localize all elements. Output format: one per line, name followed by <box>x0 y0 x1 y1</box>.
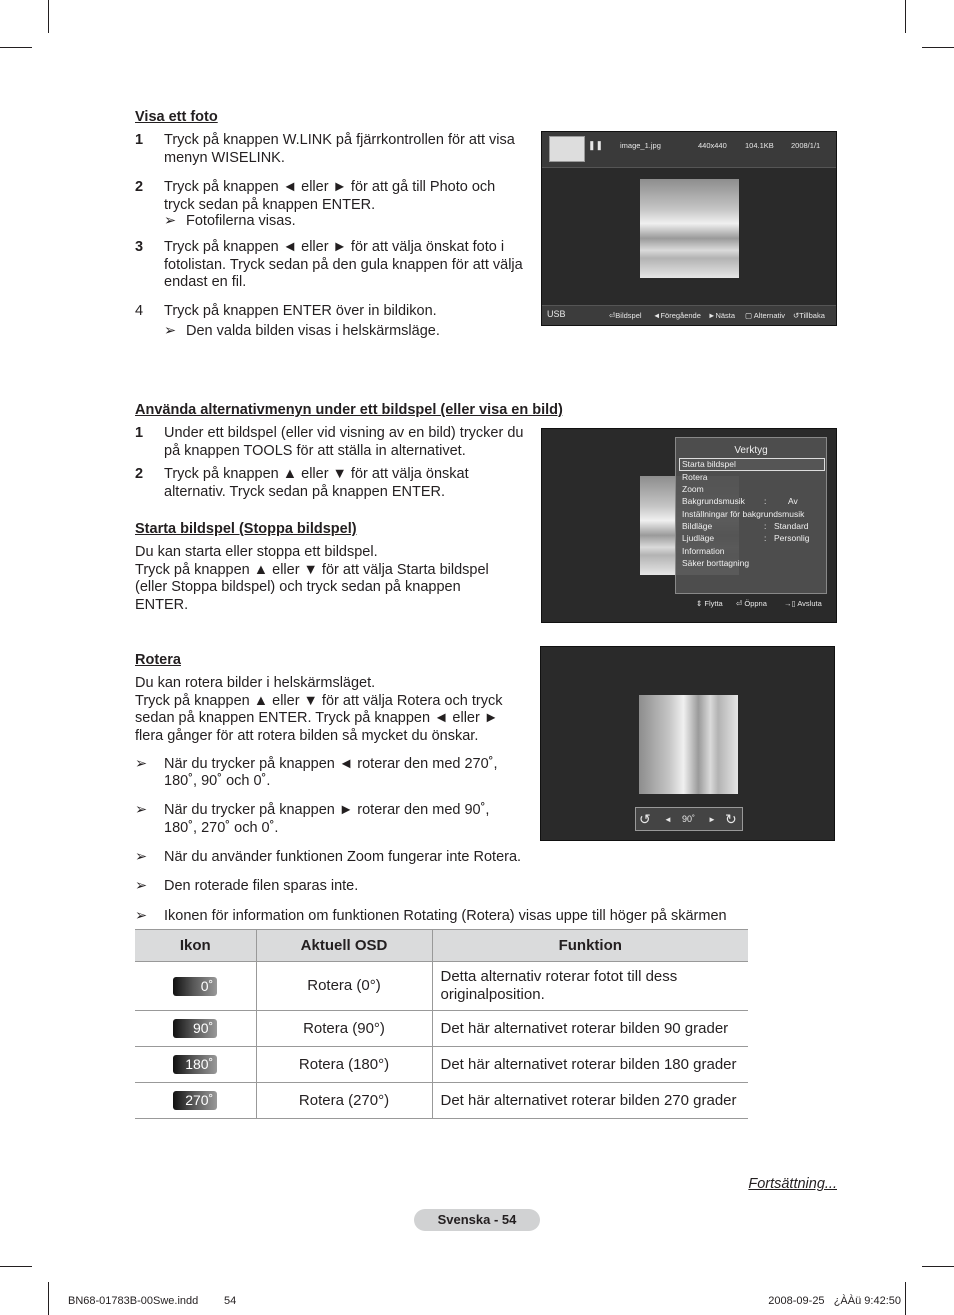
note: ➢ Ikonen för information om funktionen Rotating (Rotera) visas uppe till höger på skärmen <box>135 908 727 924</box>
menu-item-information[interactable]: Information <box>682 546 725 556</box>
menu-item-music-settings[interactable]: Inställningar för bakgrundsmusik <box>682 509 805 519</box>
osd-cell: Rotera (0°) <box>256 962 432 1011</box>
rotate-left-icon[interactable]: ↺ <box>639 811 651 827</box>
photo-image <box>640 179 739 278</box>
rotated-photo <box>639 695 738 794</box>
footer-page: 54 <box>224 1295 237 1307</box>
file-date: 2008/1/1 <box>791 141 821 150</box>
menu-sep: : <box>764 521 767 531</box>
section-text: Du kan starta eller stoppa ett bildspel. Tryck på knappen ▲ eller ▼ för att välja Starta bildspel (eller Stoppa bildspel) och tryck sedan på knappen ENTER. <box>135 544 489 613</box>
rotate-right-icon[interactable]: ↻ <box>725 811 737 827</box>
back-button[interactable]: ↺Tillbaka <box>793 311 825 320</box>
menu-item-rotate[interactable]: Rotera <box>682 472 708 482</box>
rotation-badge: 90˚ <box>173 1019 217 1038</box>
menu-title: Verktyg <box>734 445 768 456</box>
filesize: 104.1KB <box>745 141 774 150</box>
menu-item-picture-mode[interactable]: Bildläge <box>682 521 713 531</box>
rotation-badge: 270˚ <box>173 1091 217 1110</box>
note-continued: 180˚, 90˚ och 0˚. <box>164 773 271 789</box>
step-text: Tryck på knappen ▲ eller ▼ för att välja önskat alternativ. Tryck sedan på knappen ENTER. <box>164 466 469 500</box>
control-bar <box>542 305 836 325</box>
step-number: 1 <box>135 425 144 441</box>
section-text: Du kan rotera bilder i helskärmsläget. Tryck på knappen ▲ eller ▼ för att välja Rotera och tryck sedan på knappen ENTER. Tryck på knappen ◄ eller ► flera gånger för att rotera bilden så mycket du önskar. <box>135 675 503 744</box>
continuation-note: Fortsättning... <box>748 1176 837 1192</box>
note: ➢ När du trycker på knappen ► roterar den med 90˚, <box>135 802 490 818</box>
photo-folder-icon <box>549 136 585 162</box>
table-row <box>135 1011 748 1047</box>
function-cell: Det här alternativet roterar bilden 180 grader <box>432 1047 748 1083</box>
info-bar <box>542 132 836 168</box>
arrow-icon: ➢ <box>164 323 177 339</box>
photo-viewer-screen <box>541 131 837 326</box>
rotation-badge: 0˚ <box>173 977 217 996</box>
osd-cell: Rotera (180°) <box>256 1047 432 1083</box>
menu-sep: : <box>764 533 767 543</box>
table-header: Funktion <box>432 930 748 962</box>
step-number: 2 <box>135 466 144 482</box>
step-number: 1 <box>135 132 144 148</box>
chevron-right-icon[interactable]: ► <box>708 815 716 824</box>
page-number-badge: Svenska - 54 <box>414 1209 540 1231</box>
exit-hint: →▯ Avsluta <box>784 599 822 608</box>
osd-cell: Rotera (270°) <box>256 1083 432 1119</box>
note: ➢ När du trycker på knappen ◄ roterar den med 270˚, <box>135 756 498 772</box>
table-header: Aktuell OSD <box>256 930 432 962</box>
rotation-table <box>135 929 748 1119</box>
function-cell: Detta alternativ roterar fotot till dess originalposition. <box>432 962 748 1011</box>
menu-item-safe-remove[interactable]: Säker borttagning <box>682 558 750 568</box>
step-number: 3 <box>135 239 144 255</box>
rotate-screen <box>540 646 835 841</box>
filename: image_1.jpg <box>620 141 661 150</box>
footer-file: BN68-01783B-00Swe.indd <box>68 1295 199 1307</box>
arrow-icon: ➢ <box>135 878 148 894</box>
note: ➢ Den roterade filen sparas inte. <box>135 878 359 894</box>
arrow-icon: ➢ <box>135 849 148 865</box>
resolution: 440x440 <box>698 141 727 150</box>
step-number: 4 <box>135 303 144 319</box>
options-button[interactable]: ▢ Alternativ <box>745 311 786 320</box>
menu-item-slideshow[interactable]: Starta bildspel <box>682 459 736 469</box>
menu-value: Personlig <box>774 533 810 543</box>
menu-sep: : <box>764 496 767 506</box>
chevron-left-icon[interactable]: ◄ <box>664 815 672 824</box>
footer-timestamp: 2008-09-25 ¿ÀÀü 9:42:50 <box>768 1295 901 1307</box>
arrow-icon: ➢ <box>135 802 148 818</box>
section-heading: Använda alternativmenyn under ett bildspel (eller visa en bild) <box>135 402 563 418</box>
rotate-control <box>635 807 743 831</box>
step-text: Tryck på knappen W.LINK på fjärrkontrollen för att visa menyn WISELINK. <box>164 132 515 166</box>
next-button[interactable]: ►Nästa <box>708 311 736 320</box>
rotate-angle: 90˚ <box>682 814 696 824</box>
function-cell: Det här alternativet roterar bilden 270 grader <box>432 1083 748 1119</box>
note: ➢ Fotofilerna visas. <box>164 213 296 229</box>
menu-value: Av <box>788 496 798 506</box>
osd-cell: Rotera (90°) <box>256 1011 432 1047</box>
pause-icon: ❚❚ <box>588 140 604 150</box>
note-continued: 180˚, 270˚ och 0˚. <box>164 820 279 836</box>
tools-menu <box>675 437 827 608</box>
move-hint: ⇕ Flytta <box>696 599 723 608</box>
open-hint: ⏎ Öppna <box>736 599 767 608</box>
step-text: Tryck på knappen ◄ eller ► för att gå till Photo och tryck sedan på knappen ENTER. <box>164 179 496 213</box>
menu-item-sound-mode[interactable]: Ljudläge <box>682 533 715 543</box>
section-heading: Starta bildspel (Stoppa bildspel) <box>135 521 357 537</box>
table-header: Ikon <box>135 930 256 962</box>
arrow-icon: ➢ <box>135 756 148 772</box>
step-text: Tryck på knappen ◄ eller ► för att välja önskat foto i fotolistan. Tryck sedan på den gula knappen för att välja endast en fil. <box>164 239 523 290</box>
previous-button[interactable]: ◄Föregående <box>653 311 701 320</box>
note: ➢ När du använder funktionen Zoom fungerar inte Rotera. <box>135 849 522 865</box>
tools-menu-screen <box>541 428 837 623</box>
step-text: Under ett bildspel (eller vid visning av en bild) trycker du på knappen TOOLS för att ställa in alternativet. <box>164 425 524 459</box>
step-number: 2 <box>135 179 144 195</box>
arrow-icon: ➢ <box>164 213 177 229</box>
table-row <box>135 962 748 1011</box>
section-heading: Visa ett foto <box>135 109 218 125</box>
arrow-icon: ➢ <box>135 908 148 924</box>
source-label: USB <box>547 309 566 319</box>
menu-item-zoom[interactable]: Zoom <box>682 484 704 494</box>
menu-value: Standard <box>774 521 809 531</box>
step-text: Tryck på knappen ENTER över in bildikon. <box>164 303 437 319</box>
function-cell: Det här alternativet roterar bilden 90 grader <box>432 1011 748 1047</box>
note: ➢ Den valda bilden visas i helskärmsläge. <box>164 323 440 339</box>
table-row <box>135 1047 748 1083</box>
slideshow-button[interactable]: ⏎Bildspel <box>609 311 642 320</box>
section-heading: Rotera <box>135 652 181 668</box>
rotation-badge: 180˚ <box>173 1055 217 1074</box>
menu-item-music[interactable]: Bakgrundsmusik <box>682 496 745 506</box>
table-row <box>135 1083 748 1119</box>
